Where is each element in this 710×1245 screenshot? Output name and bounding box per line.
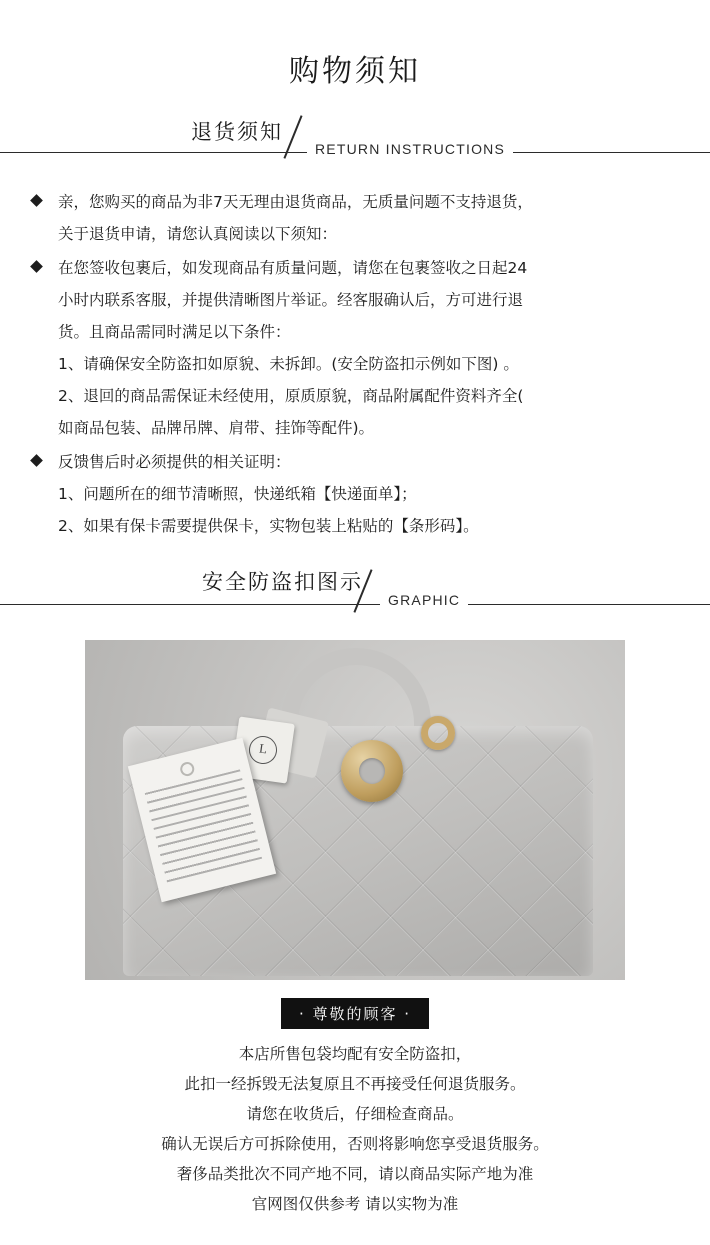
list-item-line: 关于退货申请，请您认真阅读以下须知： — [58, 225, 338, 244]
customer-notice — [0, 998, 710, 1219]
list-item-line: 在您签收包裹后，如发现商品有质量问题，请您在包裹签收之日起24 — [58, 259, 528, 278]
notice-lines — [0, 1039, 710, 1219]
notice-badge: · 尊敬的顾客 · — [281, 998, 429, 1029]
notice-line: 此扣一经拆毁无法复原且不再接受任何退货服务。 — [184, 1075, 526, 1094]
notice-line: 官网图仅供参考 请以实物为准 — [251, 1195, 459, 1214]
list-item-subline: 2、如果有保卡需要提供保卡，实物包装上粘贴的【条形码】。 — [58, 517, 479, 536]
list-item-line: 货。且商品需同时满足以下条件： — [58, 323, 291, 342]
section-heading-return — [0, 114, 710, 172]
notice-line: 请您在收货后，仔细检查商品。 — [246, 1105, 464, 1124]
list-item — [28, 186, 680, 250]
bottom-spacer — [0, 1219, 710, 1245]
bag-ring-right-icon — [421, 716, 455, 750]
return-instructions-list — [28, 186, 680, 542]
section-heading-en: GRAPHIC — [380, 592, 468, 608]
notice-line: 确认无误后方可拆除使用，否则将影响您享受退货服务。 — [161, 1135, 549, 1154]
diamond-bullet-icon — [30, 260, 43, 273]
list-item-subline: 2、退回的商品需保证未经使用，原质原貌，商品附属配件资料齐全( — [58, 387, 524, 406]
diamond-bullet-icon — [30, 194, 43, 207]
security-tag-text — [145, 769, 264, 888]
list-item-subline: 如商品包装、品牌吊牌、肩带、挂饰等配件)。 — [58, 419, 375, 438]
notice-line: 奢侈品类批次不同产地不同，请以商品实际产地为准 — [176, 1165, 534, 1184]
list-item-line: 亲，您购买的商品为非7天无理由退货商品，无质量问题不支持退货， — [58, 193, 533, 212]
list-item-line: 反馈售后时必须提供的相关证明： — [58, 453, 291, 472]
list-item-subline: 1、问题所在的细节清晰照，快递纸箱【快递面单】； — [58, 485, 417, 504]
section-heading-graphic — [0, 566, 710, 624]
list-item — [28, 252, 680, 444]
notice-line: 本店所售包袋均配有安全防盗扣， — [238, 1045, 472, 1064]
section-heading-en: RETURN INSTRUCTIONS — [307, 141, 513, 157]
page-title: 购物须知 — [289, 54, 421, 90]
bag-charm — [341, 740, 403, 802]
section-heading-cn: 安全防盗扣图示 — [196, 566, 369, 596]
graphic-image-wrap — [85, 640, 625, 980]
diamond-bullet-icon — [30, 454, 43, 467]
handbag-security-tag-image — [85, 640, 625, 980]
section-heading-cn: 退货须知 — [185, 116, 289, 146]
list-item-subline: 1、请确保安全防盗扣如原貌、未拆卸。(安全防盗扣示例如下图) 。 — [58, 355, 519, 374]
list-item-line: 小时内联系客服，并提供清晰图片举证。经客服确认后，方可进行退 — [58, 291, 524, 310]
list-item — [28, 446, 680, 542]
